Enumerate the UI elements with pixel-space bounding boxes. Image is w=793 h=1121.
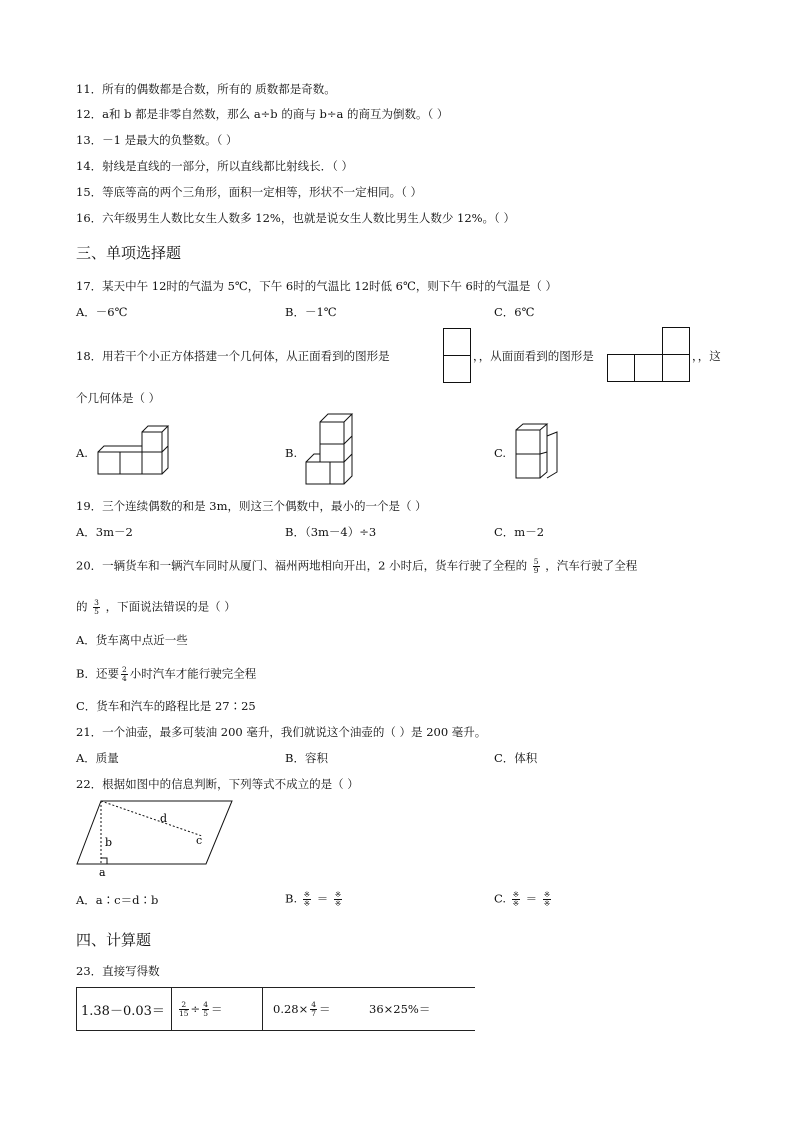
fraction-placeholder bbox=[303, 891, 311, 908]
question-21-option-b: B．容积 bbox=[285, 751, 328, 765]
front-view-figure bbox=[443, 328, 471, 384]
fraction-denominator: 4 bbox=[121, 674, 127, 683]
calc-cell-3-pre: 0.28× bbox=[273, 1002, 309, 1016]
label-d: d bbox=[160, 812, 168, 825]
fraction-four-sevenths bbox=[310, 1001, 317, 1018]
question-22-option-b bbox=[285, 891, 344, 908]
question-18-stem-part1: 18．用若干个小正方体搭建一个几何体，从正面看到的图形是 bbox=[76, 349, 390, 363]
equals-sign: ＝ bbox=[316, 891, 329, 906]
judgement-item-12: 12．a和 b 都是非零自然数，那么 a÷b 的商与 b÷a 的商互为倒数。（ ） bbox=[76, 107, 449, 121]
question-22-stem: 22．根据如图中的信息判断，下列等式不成立的是（ ） bbox=[76, 777, 359, 791]
equals-sign: ＝ bbox=[319, 1002, 331, 1016]
fraction-denominator: 5 bbox=[203, 1008, 208, 1018]
fraction-denominator: ※ bbox=[543, 899, 551, 908]
divide-sign: ÷ bbox=[190, 1002, 201, 1016]
fraction-numerator: ※ bbox=[543, 890, 551, 899]
fraction-denominator: 9 bbox=[533, 566, 539, 575]
section-heading-calculation: 四、计算题 bbox=[76, 931, 152, 949]
mental-calc-table bbox=[76, 987, 475, 1031]
question-17-option-a: A．－6℃ bbox=[76, 305, 128, 319]
option-c-label: C. bbox=[494, 891, 507, 906]
question-18-stem-part3: ，，这 bbox=[692, 349, 721, 363]
calc-divider bbox=[262, 988, 263, 1030]
judgement-item-13: 13．－1 是最大的负整数。（ ） bbox=[76, 133, 238, 147]
question-20-option-b-post: 小时汽车才能行驶完全程 bbox=[129, 666, 257, 681]
question-21-option-c: C．体积 bbox=[494, 751, 538, 765]
fraction-numerator: ※ bbox=[334, 890, 342, 899]
fraction-denominator: 7 bbox=[311, 1008, 317, 1018]
fraction-numerator: 2 bbox=[121, 665, 127, 674]
fraction-numerator: 5 bbox=[533, 557, 539, 566]
question-20-stem-a: 20．一辆货车和一辆汽车同时从厦门、福州两地相向开出，2 小时后，货车行驶了全程的 bbox=[76, 558, 528, 573]
question-20-option-c: C．货车和汽车的路程比是 27∶25 bbox=[76, 699, 256, 713]
question-18-option-c-label: C. bbox=[494, 446, 507, 460]
question-21-option-a: A．质量 bbox=[76, 751, 119, 765]
option-b-cube-figure bbox=[304, 412, 360, 486]
fraction-numerator: 3 bbox=[94, 598, 99, 607]
fraction-numerator: ※ bbox=[303, 890, 311, 899]
question-17-option-c: C．6℃ bbox=[494, 305, 535, 319]
fraction-denominator: ※ bbox=[334, 899, 342, 908]
question-18-option-b-label: B. bbox=[285, 446, 298, 460]
parallelogram-figure bbox=[76, 798, 236, 878]
question-20-option-b-pre: B．还要 bbox=[76, 666, 119, 681]
fraction-placeholder bbox=[543, 891, 551, 908]
equals-sign: ＝ bbox=[525, 891, 538, 906]
question-20-option-a: A．货车离中点近一些 bbox=[76, 633, 188, 647]
question-20-stem-b: ，汽车行驶了全程 bbox=[545, 558, 638, 573]
question-18-stem-part2: ，，从面面看到的图形是 bbox=[473, 349, 594, 363]
option-a-cube-figure bbox=[96, 426, 172, 478]
section-heading-choice: 三、单项选择题 bbox=[76, 244, 182, 262]
fraction-numerator: 4 bbox=[203, 999, 208, 1009]
calc-cell-2 bbox=[177, 988, 222, 1030]
label-c: c bbox=[196, 834, 203, 847]
judgement-item-14: 14．射线是直线的一部分，所以直线都比射线长．（ ） bbox=[76, 159, 354, 173]
fraction-denominator: 5 bbox=[94, 607, 99, 616]
fraction-three-fifths bbox=[93, 599, 100, 616]
fraction-denominator: ※ bbox=[303, 899, 311, 908]
fraction-two-quarters bbox=[121, 666, 128, 683]
question-20-stem-line2 bbox=[76, 599, 236, 616]
fraction-placeholder bbox=[512, 891, 520, 908]
option-b-label: B. bbox=[285, 891, 298, 906]
question-22-option-a: A．a∶c＝d∶b bbox=[76, 893, 159, 907]
question-19-option-a: A．3m－2 bbox=[76, 525, 133, 539]
fraction-denominator: 15 bbox=[179, 1008, 189, 1018]
judgement-item-16: 16．六年级男生人数比女生人数多 12%，也就是说女生人数比男生人数少 12%。（ ） bbox=[76, 211, 515, 225]
question-19-option-c: C．m－2 bbox=[494, 525, 545, 539]
equals-sign: ＝ bbox=[210, 1002, 223, 1016]
question-20-line2-b: ，下面说法错误的是（ ） bbox=[105, 599, 236, 614]
calc-cell-1: 1.38－0.03＝ bbox=[81, 1003, 165, 1019]
question-17-option-b: B．－1℃ bbox=[285, 305, 337, 319]
question-21-stem: 21．一个油壶，最多可装油 200 毫升，我们就说这个油壶的（ ）是 200 毫升。 bbox=[76, 725, 487, 739]
label-b: b bbox=[105, 836, 113, 849]
judgement-item-15: 15．等底等高的两个三角形，面积一定相等，形状不一定相同。（ ） bbox=[76, 185, 423, 199]
question-22-option-c bbox=[494, 891, 553, 908]
fraction-two-fifteenths bbox=[179, 1001, 189, 1018]
question-20-line2-a: 的 bbox=[76, 599, 88, 614]
label-a: a bbox=[99, 866, 106, 879]
fraction-placeholder bbox=[334, 891, 342, 908]
question-19-stem: 19．三个连续偶数的和是 3m，则这三个偶数中，最小的一个是（ ） bbox=[76, 499, 427, 513]
judgement-item-11: 11．所有的偶数都是合数，所有的 质数都是奇数。 bbox=[76, 82, 336, 96]
question-18-stem-line2: 个几何体是（ ） bbox=[76, 391, 161, 405]
question-23-stem: 23．直接写得数 bbox=[76, 964, 160, 978]
question-18-option-a-label: A. bbox=[76, 446, 88, 460]
calc-divider bbox=[171, 988, 172, 1030]
question-19-option-b: B．（3m－4）÷3 bbox=[285, 525, 377, 539]
fraction-four-fifths bbox=[202, 1001, 209, 1018]
side-view-figure bbox=[607, 327, 691, 383]
option-c-cube-figure bbox=[513, 422, 561, 482]
calc-cell-4: 36×25%＝ bbox=[369, 1002, 431, 1016]
fraction-numerator: 2 bbox=[179, 1001, 189, 1010]
fraction-numerator: ※ bbox=[512, 890, 519, 899]
question-20-option-b bbox=[76, 666, 256, 683]
fraction-five-ninths bbox=[533, 558, 540, 575]
fraction-numerator: 4 bbox=[311, 999, 317, 1009]
question-17-stem: 17．某天中午 12时的气温为 5℃，下午 6时的气温比 12时低 6℃，则下午 6时的气温是（ ） bbox=[76, 279, 557, 293]
fraction-denominator: ※ bbox=[512, 899, 519, 908]
calc-cell-3 bbox=[273, 988, 331, 1030]
question-20-stem-line1 bbox=[76, 558, 637, 575]
